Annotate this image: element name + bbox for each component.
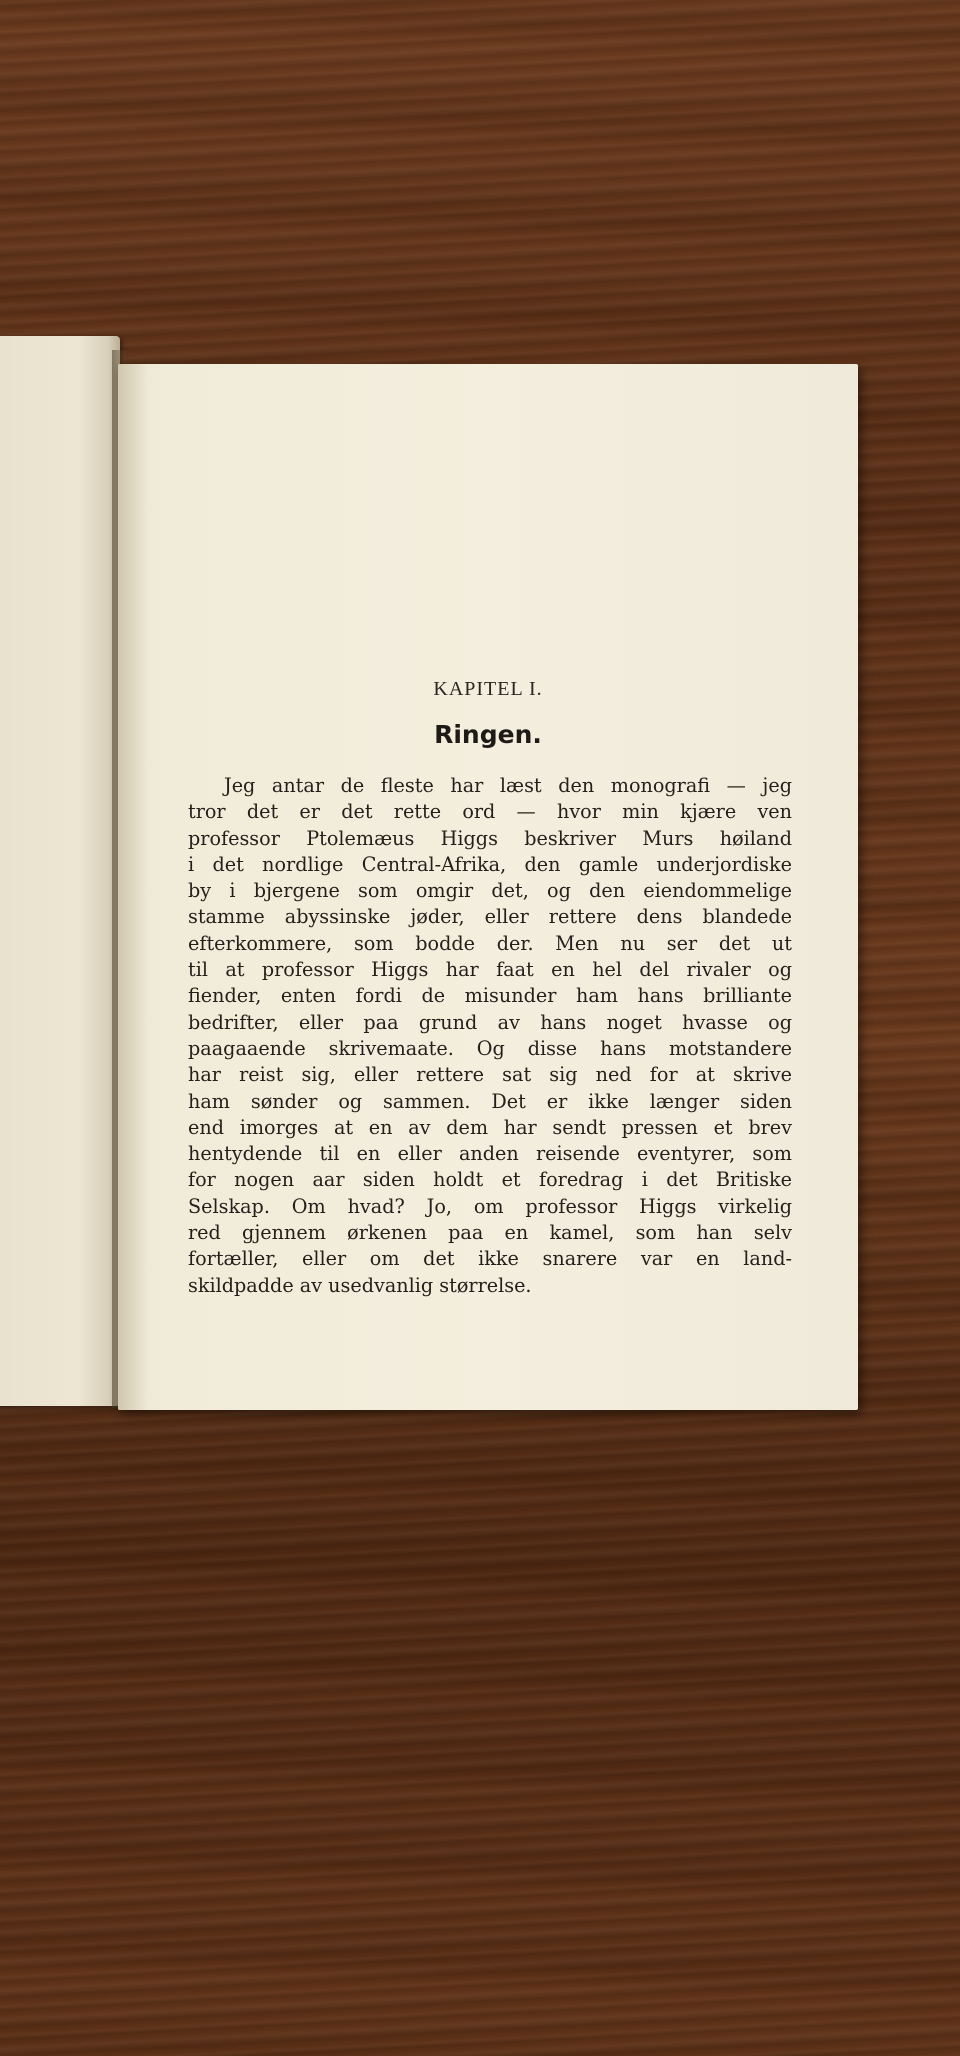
- text-line: hentydende til en eller anden reisende eventyrer, som: [188, 1142, 792, 1166]
- text-line: paagaaende skrivemaate. Og disse hans motstandere: [188, 1036, 792, 1060]
- text-line: for nogen aar siden holdt et foredrag i det Britiske: [188, 1168, 792, 1192]
- text-line: end imorges at en av dem har sendt pressen et brev: [188, 1115, 792, 1139]
- text-line: Jeg antar de fleste har læst den monografi — jeg: [224, 774, 792, 797]
- text-line: ham sønder og sammen. Det er ikke længer siden: [188, 1089, 792, 1113]
- chapter-body-text: [188, 773, 792, 1299]
- text-line: til at professor Higgs har faat en hel del rivaler og: [188, 958, 792, 982]
- text-line: stamme abyssinske jøder, eller rettere dens blandede: [188, 905, 792, 929]
- chapter-heading: KAPITEL I.: [433, 678, 543, 700]
- text-line: fortæller, eller om det ikke snarere var en land-: [188, 1247, 792, 1271]
- page-gutter-shadow: [118, 364, 148, 1410]
- text-line: Selskap. Om hvad? Jo, om professor Higgs virkelig: [188, 1194, 792, 1218]
- text-line: red gjennem ørkenen paa en kamel, som han selv: [188, 1221, 792, 1245]
- text-line: skildpadde av usedvanlig størrelse.: [188, 1273, 532, 1297]
- text-line: i det nordlige Central-Afrika, den gamle underjordiske: [188, 852, 792, 876]
- text-line: tror det er det rette ord — hvor min kjære ven: [188, 800, 792, 824]
- text-line: bedrifter, eller paa grund av hans noget hvasse og: [188, 1010, 792, 1034]
- text-line: by i bjergene som omgir det, og den eiendommelige: [188, 879, 792, 903]
- text-line: efterkommere, som bodde der. Men nu ser det ut: [188, 931, 792, 955]
- text-line: fiender, enten fordi de misunder ham hans brilliante: [188, 984, 792, 1008]
- text-line: har reist sig, eller rettere sat sig ned for at skrive: [188, 1063, 792, 1087]
- left-page: [0, 336, 120, 1406]
- text-line: professor Ptolemæus Higgs beskriver Murs høiland: [188, 826, 792, 850]
- chapter-title: Ringen.: [434, 720, 542, 749]
